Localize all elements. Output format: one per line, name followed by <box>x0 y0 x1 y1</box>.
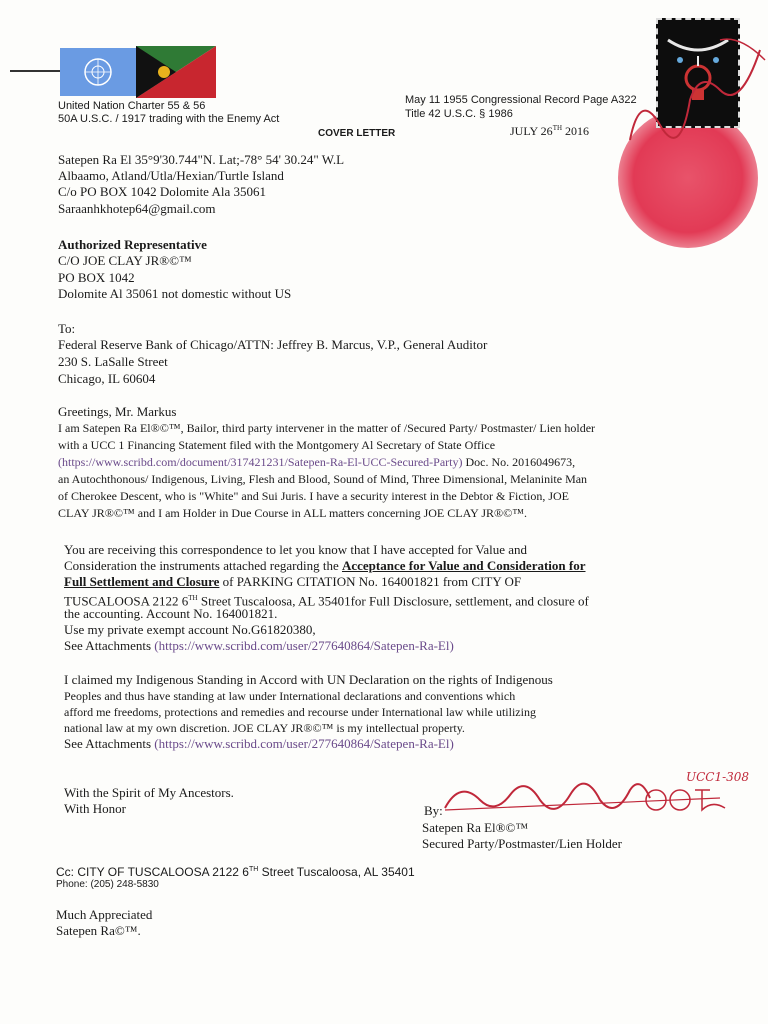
sender-line1: Satepen Ra El 35°9'30.744"N. Lat;-78° 54' 30.24" W.L <box>58 152 345 167</box>
para2-line6: Use my private exempt account No.G61820380, <box>64 622 316 637</box>
para2-line3-rest: of PARKING CITATION No. 164001821 from CITY OF <box>219 574 522 589</box>
sender-line2: Albaamo, Atland/Utla/Hexian/Turtle Island <box>58 168 284 183</box>
para1-line2: with a UCC 1 Financing Statement filed with the Montgomery Al Secretary of State Office <box>58 438 496 452</box>
para1-line1: I am Satepen Ra El®©™, Bailor, third party intervener in the matter of /Secured Party/ Postmaster/ Lien holder <box>58 421 596 435</box>
letter-date <box>510 124 589 139</box>
para1-line4: an Autochthonous/ Indigenous, Living, Flesh and Blood, Sound of Mind, Three Dimensional, Melaninite Man <box>58 472 588 486</box>
attachments-link-2[interactable]: (https://www.scribd.com/user/277640864/Satepen-Ra-El) <box>154 736 454 751</box>
signature-name: Satepen Ra El®©™ <box>422 820 529 835</box>
para2-line4-rest: Street Tuscaloosa, AL 35401for Full Disclosure, settlement, and closure of <box>197 593 589 609</box>
cc-line <box>56 865 415 879</box>
cc-rest: Street Tuscaloosa, AL 35401 <box>258 865 415 879</box>
sender-line3: C/o PO BOX 1042 Dolomite Ala 35061 <box>58 184 267 199</box>
header-left-line2: 50A U.S.C. / 1917 trading with the Enemy Act <box>58 113 280 125</box>
cc-sup: TH <box>248 866 259 873</box>
recipient-line1: Federal Reserve Bank of Chicago/ATTN: Jeffrey B. Marcus, V.P., General Auditor <box>58 337 488 352</box>
para1-line3 <box>58 454 575 470</box>
date-prefix: JULY 26 <box>510 124 553 138</box>
acceptance-heading-1: Acceptance for Value and Consideration for <box>341 558 586 573</box>
recipient-line2: 230 S. LaSalle Street <box>58 354 168 369</box>
para2-line2-start: Consideration the instruments attached regarding the <box>64 558 342 573</box>
acceptance-heading-2: Full Settlement and Closure <box>64 574 220 589</box>
header-left-line1: United Nation Charter 55 & 56 <box>58 100 206 112</box>
date-sup: TH <box>552 124 563 132</box>
see-attachments-label-2: See Attachments <box>64 736 155 751</box>
footer-line1: Much Appreciated <box>56 907 153 922</box>
para2-line3 <box>64 574 521 590</box>
footer-line2: Satepen Ra©™. <box>56 923 141 938</box>
doc-number: Doc. No. 2016049673, <box>462 455 576 469</box>
header-right-line1: May 11 1955 Congressional Record Page A322 <box>405 94 637 106</box>
handwritten-scrawl-topright <box>620 30 768 150</box>
recipient-line3: Chicago, IL 60604 <box>58 371 156 386</box>
para3-line4: national law at my own discretion. JOE CLAY JR®©™ is my intellectual property. <box>64 721 465 735</box>
ucc-document-link[interactable]: (https://www.scribd.com/document/317421231/Satepen-Ra-El-UCC-Secured-Party) <box>58 455 463 469</box>
para3-line3: afford me freedoms, protections and remedies and recourse under International law while utilizing <box>64 705 536 719</box>
greeting: Greetings, Mr. Markus <box>58 404 177 419</box>
para1-line5: of Cherokee Descent, who is "White" and Sui Juris. I have a security interest in the Debtor & Fiction, JOE <box>58 489 570 503</box>
representative-heading: Authorized Representative <box>58 237 207 252</box>
representative-line2: PO BOX 1042 <box>58 270 135 285</box>
attachments-link-1[interactable]: (https://www.scribd.com/user/277640864/Satepen-Ra-El) <box>154 638 454 653</box>
para3-line5 <box>64 736 454 752</box>
signature-title: Secured Party/Postmaster/Lien Holder <box>422 836 623 851</box>
para2-line5: the accounting. Account No. 164001821. <box>64 606 278 621</box>
date-year: 2016 <box>562 124 590 138</box>
handwritten-ucc-note: UCC1-308 <box>686 770 750 784</box>
header-right-line2: Title 42 U.S.C. § 1986 <box>405 108 513 120</box>
recipient-to: To: <box>58 321 76 336</box>
para2-line4-sup: TH <box>188 594 198 602</box>
para1-line6: CLAY JR®©™ and I am Holder in Due Course in ALL matters concerning JOE CLAY JR®©™. <box>58 506 528 520</box>
see-attachments-label: See Attachments <box>64 638 155 653</box>
sender-email: Saraanhkhotep64@gmail.com <box>58 201 216 216</box>
para3-line1: I claimed my Indigenous Standing in Accord with UN Declaration on the rights of Indigenous <box>64 672 553 687</box>
para2-line7 <box>64 638 454 654</box>
representative-line3: Dolomite Al 35061 not domestic without US <box>58 286 292 301</box>
para3-line2: Peoples and thus have standing at law under International declarations and conventions which <box>64 689 516 703</box>
signature-by: By: <box>424 803 443 818</box>
representative-line1: C/O JOE CLAY JR®©™ <box>58 253 192 268</box>
para2-line1: You are receiving this correspondence to let you know that I have accepted for Value and <box>64 542 528 557</box>
tribal-flag-icon <box>136 46 216 98</box>
para2-line2 <box>64 558 586 574</box>
closing-line2: With Honor <box>64 801 126 816</box>
cc-phone: Phone: (205) 248-5830 <box>56 879 159 890</box>
left-rule <box>10 70 60 72</box>
para2-line4-start: TUSCALOOSA 2122 6 <box>64 593 189 609</box>
un-flag-icon <box>60 48 136 96</box>
cc-start: Cc: CITY OF TUSCALOOSA 2122 6 <box>56 865 249 879</box>
document-title: COVER LETTER <box>318 128 396 139</box>
closing-line1: With the Spirit of My Ancestors. <box>64 785 234 800</box>
